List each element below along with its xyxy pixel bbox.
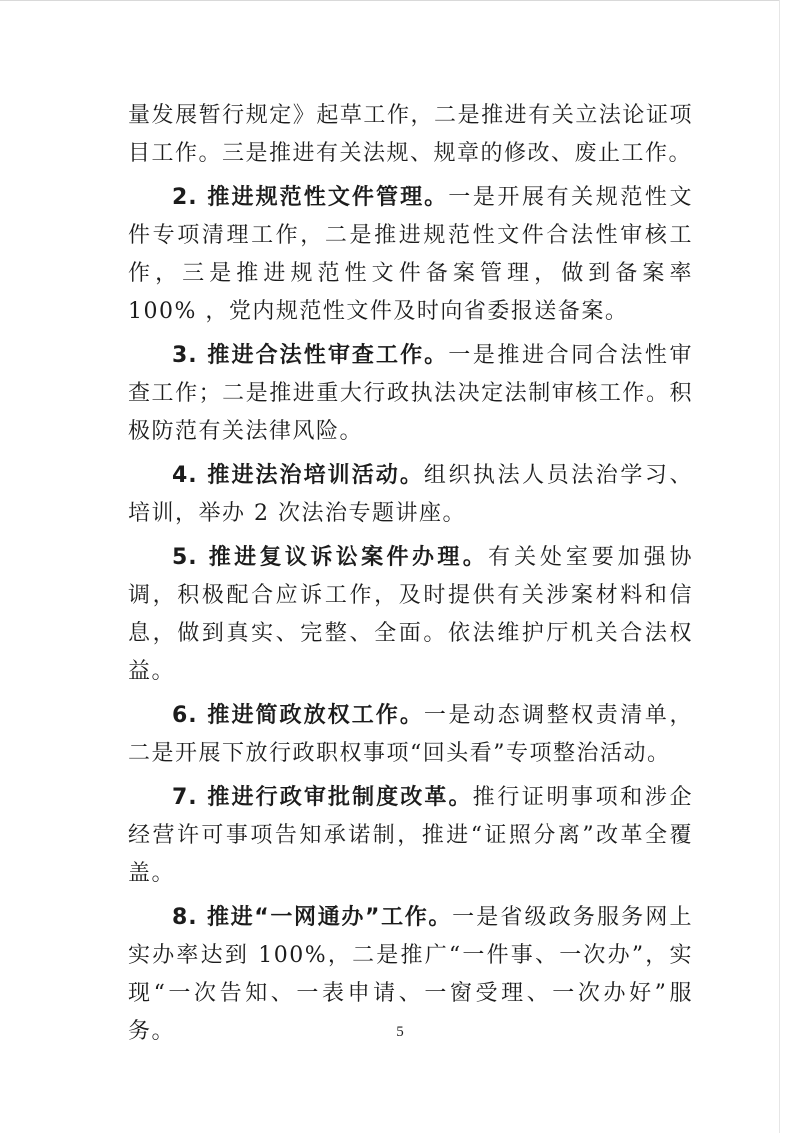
- item-4-body: 组织执法人员法治学习、培训，举办 2 次法治专题讲座。: [128, 463, 693, 526]
- item-6-body: 一是动态调整权责清单，二是开展下放行政职权事项“回头看”专项整治活动。: [128, 703, 693, 766]
- item-2-paragraph: [128, 179, 693, 331]
- item-6-heading: 6. 推进简政放权工作。: [172, 703, 424, 728]
- item-5-paragraph: [128, 539, 693, 691]
- item-8-heading: 8. 推进“一网通办”工作。: [172, 905, 453, 930]
- item-4-heading: 4. 推进法治培训活动。: [172, 463, 424, 488]
- item-3-heading: 3. 推进合法性审查工作。: [172, 343, 449, 368]
- item-7-heading: 7. 推进行政审批制度改革。: [172, 785, 473, 810]
- item-8-body: 一是省级政务服务网上实办率达到 100%，二是推广“一件事、一次办”，实现“一次告知、一表申请、一窗受理、一次办好”服务。: [128, 905, 693, 1044]
- item-3-body: 一是推进合同合法性审查工作；二是推进重大行政执法决定法制审核工作。积极防范有关法律风险。: [128, 343, 693, 444]
- continuation-paragraph: 量发展暂行规定》起草工作，二是推进有关立法论证项目工作。三是推进有关法规、规章的修改、废止工作。: [128, 103, 693, 166]
- page-number: 5: [396, 1024, 404, 1040]
- item-3-paragraph: [128, 337, 693, 451]
- page-right-edge: [779, 0, 780, 1133]
- item-5-body: 有关处室要加强协调，积极配合应诉工作，及时提供有关涉案材料和信息，做到真实、完整、全面。依法维护厅机关合法权益。: [128, 545, 693, 684]
- page-top-edge: [0, 0, 780, 1]
- item-7-body: 推行证明事项和涉企经营许可事项告知承诺制，推进“证照分离”改革全覆盖。: [128, 785, 693, 886]
- item-7-paragraph: [128, 779, 693, 893]
- item-2-body: 一是开展有关规范性文件专项清理工作，二是推进规范性文件合法性审核工作，三是推进规范性文件备案管理，做到备案率 100% ，党内规范性文件及时向省委报送备案。: [128, 185, 693, 324]
- item-6-paragraph: [128, 697, 693, 773]
- document-body: [128, 97, 693, 1057]
- item-2-heading: 2. 推进规范性文件管理。: [172, 185, 449, 210]
- item-4-paragraph: [128, 457, 693, 533]
- item-5-heading: 5. 推进复议诉讼案件办理。: [172, 545, 489, 570]
